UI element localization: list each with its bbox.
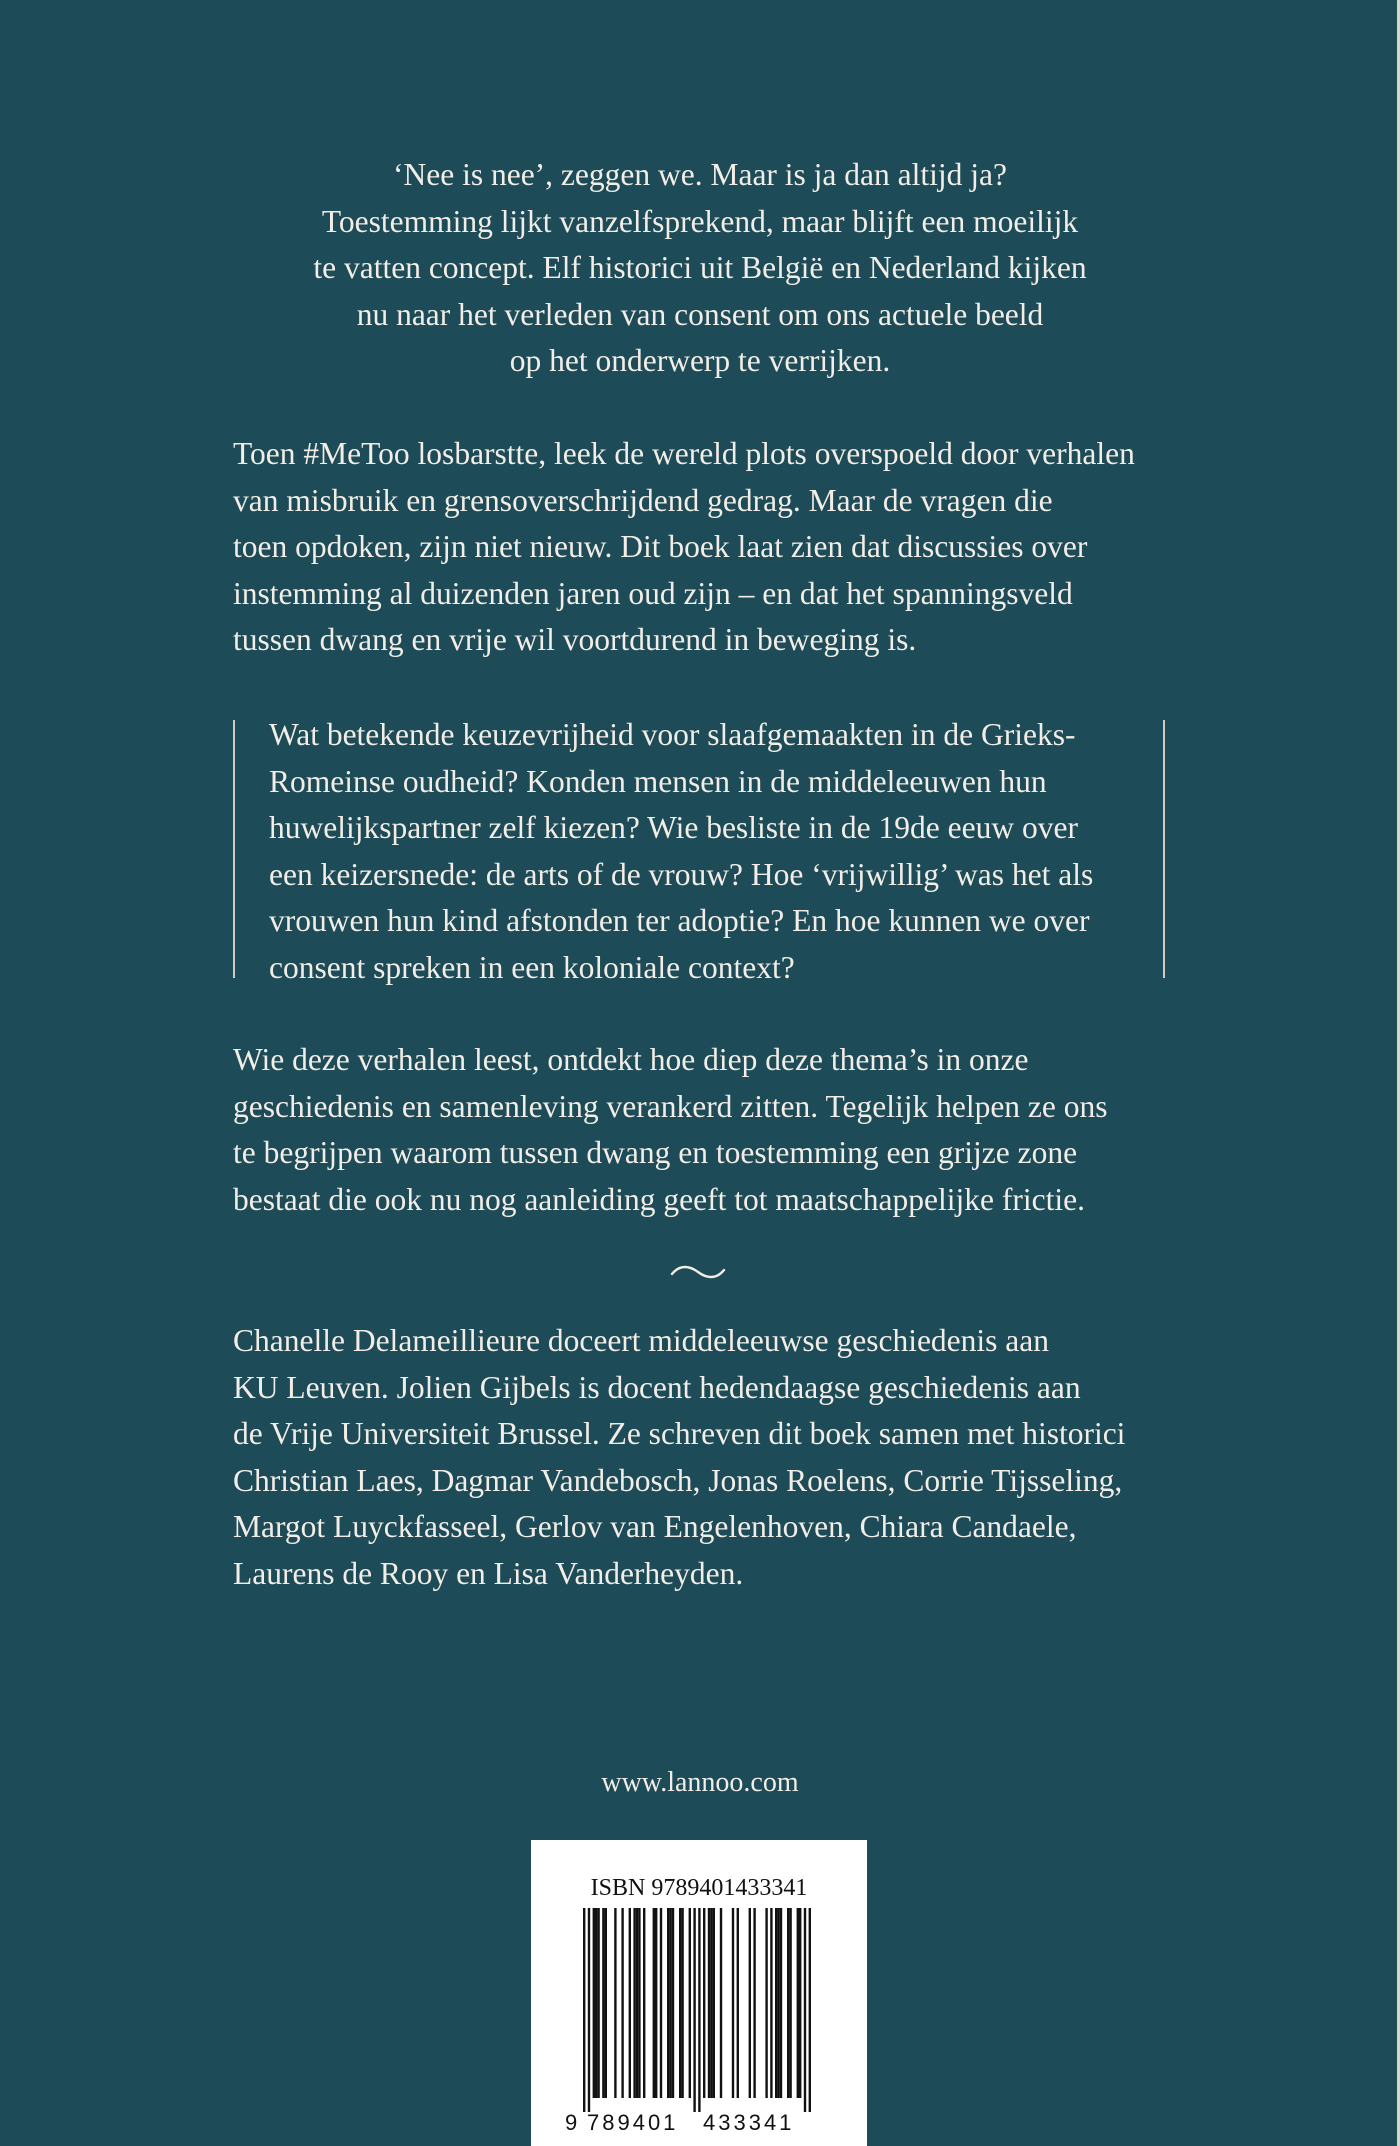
barcode-bar — [789, 1908, 791, 2098]
metoo-paragraph — [233, 431, 1193, 664]
barcode-bar — [681, 1908, 683, 2098]
barcode-bar — [583, 1908, 585, 2112]
author-line: KU Leuven. Jolien Gijbels is docent hedendaagse geschiedenis aan — [233, 1369, 1081, 1405]
barcode-bars — [583, 1908, 811, 2112]
paragraph-line: instemming al duizenden jaren oud zijn – en dat het spanningsveld — [233, 575, 1073, 611]
barcode-digits-right: 433341 — [703, 2110, 795, 2135]
barcode-bar — [770, 1908, 772, 2098]
barcode-bar — [698, 1908, 700, 2112]
barcode-bar — [629, 1908, 631, 2098]
paragraph-line: toen opdoken, zijn niet nieuw. Dit boek laat zien dat discussies over — [233, 529, 1088, 564]
barcode-bar — [669, 1908, 671, 2098]
author-line: Chanelle Delameillieure doceert middeleeuwse geschiedenis aan — [233, 1323, 1050, 1358]
barcode-bar — [753, 1908, 755, 2098]
barcode-bar — [797, 1908, 799, 2098]
publisher-website: www.lannoo.com — [601, 1767, 799, 1798]
question-line: Wat betekende keuzevrijheid voor slaafgemaakten in de Grieks- — [269, 717, 1076, 752]
barcode-bar — [593, 1908, 595, 2098]
barcode-bar — [595, 1908, 597, 2098]
barcode-bar — [737, 1908, 739, 2098]
barcode-bar — [605, 1908, 607, 2098]
barcode-bar — [679, 1908, 681, 2098]
barcode-bar — [653, 1908, 655, 2098]
reader-paragraph — [233, 1037, 1193, 1223]
intro-line: te vatten concept. Elf historici uit België en Nederland kijken — [313, 250, 1087, 285]
barcode-bar — [614, 1908, 616, 2098]
barcode-bar — [809, 1908, 811, 2112]
tilde-swash-icon — [670, 1262, 726, 1282]
barcode-bar — [708, 1908, 710, 2098]
question-line: huwelijkspartner zelf kiezen? Wie besliste in de 19de eeuw over — [269, 810, 1078, 845]
isbn-label: ISBN 9789401433341 — [590, 1875, 808, 1901]
barcode-bar — [693, 1908, 695, 2112]
paragraph-line: tussen dwang en vrije wil voortdurend in beweging is. — [233, 622, 917, 657]
barcode-bar — [633, 1908, 635, 2098]
barcode-bar — [638, 1908, 640, 2098]
intro-blurb — [233, 152, 1167, 385]
barcode-bar — [710, 1908, 712, 2098]
barcode-bar — [732, 1908, 734, 2098]
barcode-bar — [667, 1908, 669, 2098]
barcode-bar — [780, 1908, 782, 2098]
barcode-bar — [689, 1908, 691, 2098]
barcode-graphic — [531, 1908, 867, 2146]
author-line: de Vrije Universiteit Brussel. Ze schreven dit boek samen met historici — [233, 1416, 1126, 1451]
barcode-bar — [655, 1908, 657, 2098]
barcode-bar — [643, 1908, 645, 2098]
barcode-bar — [775, 1908, 777, 2098]
barcode-digits-left: 789401 — [587, 2110, 679, 2135]
question-line: een keizersnede: de arts of de vrouw? Hoe ‘vrijwillig’ was het als — [269, 856, 1094, 892]
barcode-bar — [804, 1908, 806, 2112]
barcode-bar — [703, 1908, 705, 2098]
question-line: consent spreken in een koloniale context? — [269, 949, 795, 985]
barcode-bar — [602, 1908, 604, 2098]
paragraph-line: van misbruik en grensoverschrijdend gedrag. Maar de vragen die — [233, 482, 1053, 518]
paragraph-line: bestaat die ook nu nog aanleiding geeft tot maatschappelijke frictie. — [233, 1181, 1085, 1217]
barcode-bar — [713, 1908, 715, 2098]
barcode-bar — [588, 1908, 590, 2112]
barcode-bar — [749, 1908, 751, 2098]
questions-block — [233, 717, 1165, 985]
author-line: Margot Luyckfasseel, Gerlov van Engelenhoven, Chiara Candaele, — [233, 1509, 1077, 1544]
barcode-bar — [720, 1908, 722, 2098]
paragraph-line: geschiedenis en samenleving verankerd zitten. Tegelijk helpen ze ons — [233, 1088, 1108, 1124]
authors-paragraph — [233, 1318, 1193, 1597]
barcode-bar — [621, 1908, 623, 2098]
author-line: Laurens de Rooy en Lisa Vanderheyden. — [233, 1555, 744, 1591]
question-line: vrouwen hun kind afstonden ter adoptie? En hoe kunnen we over — [269, 903, 1090, 938]
isbn-barcode — [531, 1840, 867, 2146]
barcode-bar — [799, 1908, 801, 2098]
questions-text — [269, 712, 1093, 991]
paragraph-line: Wie deze verhalen leest, ontdekt hoe diep deze thema’s in onze — [233, 1042, 1029, 1077]
barcode-bar — [672, 1908, 674, 2098]
paragraph-line: te begrijpen waarom tussen dwang en toestemming een grijze zone — [233, 1135, 1078, 1170]
question-line: Romeinse oudheid? Konden mensen in de middeleeuwen hun — [269, 763, 1047, 799]
intro-line: Toestemming lijkt vanzelfsprekend, maar blijft een moeilijk — [321, 203, 1079, 239]
barcode-bar — [765, 1908, 767, 2098]
paragraph-line: Toen #MeToo losbarstte, leek de wereld plots overspoeld door verhalen — [233, 436, 1135, 471]
barcode-bar — [597, 1908, 599, 2098]
intro-line: ‘Nee is nee’, zeggen we. Maar is ja dan altijd ja? — [393, 157, 1007, 192]
intro-line: op het onderwerp te verrijken. — [509, 343, 891, 378]
barcode-bar — [660, 1908, 662, 2098]
barcode-bar — [777, 1908, 779, 2098]
intro-line: nu naar het verleden van consent om ons actuele beeld — [356, 296, 1044, 332]
author-line: Christian Laes, Dagmar Vandebosch, Jonas Roelens, Corrie Tijsseling, — [233, 1462, 1123, 1498]
barcode-digit-first: 9 — [565, 2110, 578, 2135]
barcode-bar — [787, 1908, 789, 2098]
barcode-bar — [636, 1908, 638, 2098]
